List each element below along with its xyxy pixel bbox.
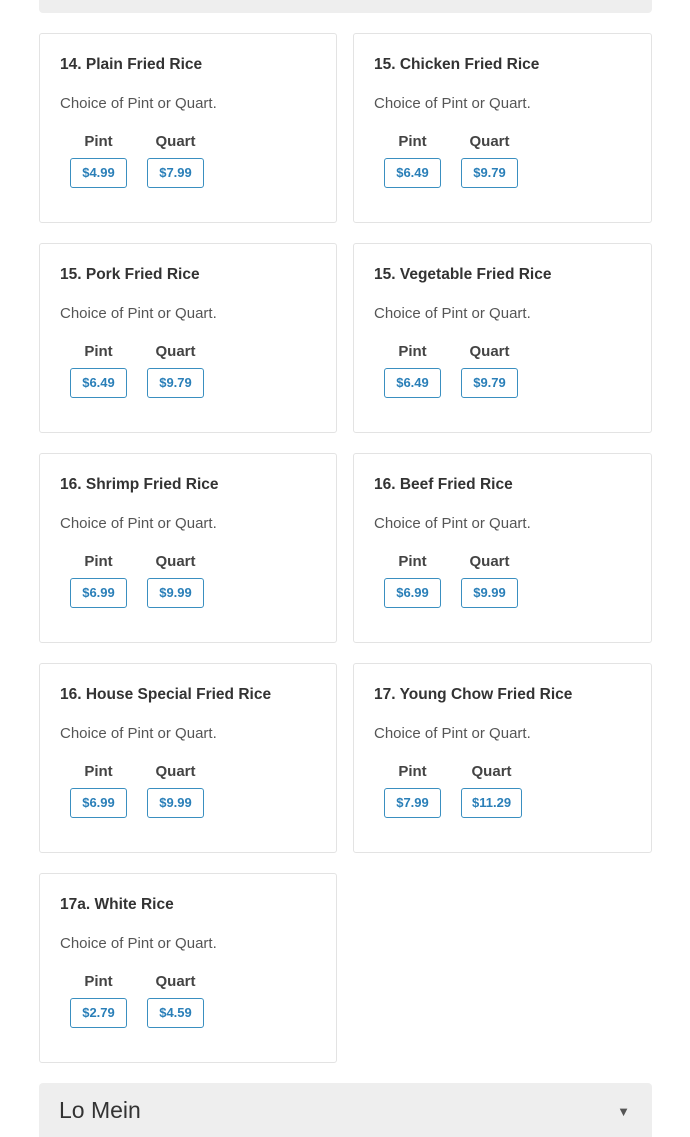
- size-label-quart: Quart: [469, 343, 510, 360]
- size-label-pint: Pint: [84, 763, 113, 780]
- section-title: Lo Mein: [59, 1096, 141, 1123]
- menu-item-grid: [39, 33, 652, 1063]
- menu-item-card: [353, 453, 652, 643]
- size-label-quart: Quart: [155, 763, 196, 780]
- menu-item-description: Choice of Pint or Quart.: [60, 95, 217, 112]
- quart-price-button[interactable]: $9.79: [461, 368, 518, 398]
- size-option-pint: [70, 133, 127, 188]
- quart-price-button[interactable]: $9.99: [147, 788, 204, 818]
- size-label-pint: Pint: [84, 973, 113, 990]
- menu-item-card: [39, 873, 337, 1063]
- size-options: [384, 763, 522, 818]
- size-option-quart: [147, 973, 204, 1028]
- quart-price-button[interactable]: $9.99: [461, 578, 518, 608]
- size-label-pint: Pint: [398, 553, 427, 570]
- size-option-quart: [147, 343, 204, 398]
- menu-item-card: [39, 33, 337, 223]
- size-option-quart: [147, 133, 204, 188]
- size-label-pint: Pint: [84, 553, 113, 570]
- size-options: [70, 973, 204, 1028]
- pint-price-button[interactable]: $6.49: [384, 368, 441, 398]
- size-option-pint: [384, 133, 441, 188]
- size-label-quart: Quart: [469, 553, 510, 570]
- section-header-lo-mein[interactable]: [39, 1083, 652, 1137]
- menu-item-title: 15. Vegetable Fried Rice: [374, 266, 552, 283]
- size-label-quart: Quart: [155, 133, 196, 150]
- size-options: [70, 763, 204, 818]
- menu-item-description: Choice of Pint or Quart.: [60, 305, 217, 322]
- menu-item-title: 15. Chicken Fried Rice: [374, 56, 540, 73]
- size-option-pint: [70, 553, 127, 608]
- size-option-quart: [147, 553, 204, 608]
- size-label-quart: Quart: [469, 133, 510, 150]
- menu-item-description: Choice of Pint or Quart.: [374, 305, 531, 322]
- size-option-pint: [384, 343, 441, 398]
- size-label-pint: Pint: [398, 343, 427, 360]
- size-option-pint: [70, 763, 127, 818]
- quart-price-button[interactable]: $9.99: [147, 578, 204, 608]
- pint-price-button[interactable]: $6.49: [384, 158, 441, 188]
- menu-item-card: [39, 453, 337, 643]
- menu-item-title: 14. Plain Fried Rice: [60, 56, 203, 73]
- menu-item-card: [353, 33, 652, 223]
- size-label-pint: Pint: [398, 133, 427, 150]
- menu-item-description: Choice of Pint or Quart.: [374, 725, 531, 742]
- size-option-pint: [384, 553, 441, 608]
- size-label-pint: Pint: [84, 343, 113, 360]
- size-option-quart: [461, 553, 518, 608]
- quart-price-button[interactable]: $9.79: [147, 368, 204, 398]
- quart-price-button[interactable]: $7.99: [147, 158, 204, 188]
- pint-price-button[interactable]: $6.99: [70, 788, 127, 818]
- size-options: [70, 343, 204, 398]
- menu-item-card: [353, 663, 652, 853]
- menu-item-title: 16. House Special Fried Rice: [60, 686, 272, 703]
- pint-price-button[interactable]: $6.99: [384, 578, 441, 608]
- size-options: [70, 553, 204, 608]
- menu-item-title: 16. Shrimp Fried Rice: [60, 476, 219, 493]
- size-label-quart: Quart: [155, 553, 196, 570]
- quart-price-button[interactable]: $9.79: [461, 158, 518, 188]
- pint-price-button[interactable]: $7.99: [384, 788, 441, 818]
- size-option-pint: [70, 973, 127, 1028]
- menu-item-card: [39, 663, 337, 853]
- size-option-quart: [461, 133, 518, 188]
- pint-price-button[interactable]: $2.79: [70, 998, 127, 1028]
- menu-item-card: [353, 243, 652, 433]
- caret-down-icon[interactable]: ▼: [617, 1103, 630, 1119]
- size-option-quart: [461, 343, 518, 398]
- menu-item-description: Choice of Pint or Quart.: [60, 725, 217, 742]
- quart-price-button[interactable]: $4.59: [147, 998, 204, 1028]
- menu-item-title: 17. Young Chow Fried Rice: [374, 686, 573, 703]
- menu-item-card: [39, 243, 337, 433]
- section-header-previous[interactable]: [39, 0, 652, 13]
- pint-price-button[interactable]: $6.99: [70, 578, 127, 608]
- pint-price-button[interactable]: $4.99: [70, 158, 127, 188]
- size-options: [384, 343, 518, 398]
- menu-item-description: Choice of Pint or Quart.: [60, 935, 217, 952]
- size-label-pint: Pint: [398, 763, 427, 780]
- size-option-quart: [147, 763, 204, 818]
- menu-item-description: Choice of Pint or Quart.: [60, 515, 217, 532]
- size-option-pint: [384, 763, 441, 818]
- size-option-quart: [461, 763, 522, 818]
- menu-item-description: Choice of Pint or Quart.: [374, 515, 531, 532]
- size-label-pint: Pint: [84, 133, 113, 150]
- menu-item-title: 17a. White Rice: [60, 896, 174, 913]
- menu-item-description: Choice of Pint or Quart.: [374, 95, 531, 112]
- size-options: [384, 553, 518, 608]
- quart-price-button[interactable]: $11.29: [461, 788, 522, 818]
- menu-item-title: 15. Pork Fried Rice: [60, 266, 200, 283]
- size-label-quart: Quart: [471, 763, 512, 780]
- size-options: [384, 133, 518, 188]
- size-option-pint: [70, 343, 127, 398]
- pint-price-button[interactable]: $6.49: [70, 368, 127, 398]
- size-label-quart: Quart: [155, 973, 196, 990]
- menu-item-title: 16. Beef Fried Rice: [374, 476, 513, 493]
- size-label-quart: Quart: [155, 343, 196, 360]
- size-options: [70, 133, 204, 188]
